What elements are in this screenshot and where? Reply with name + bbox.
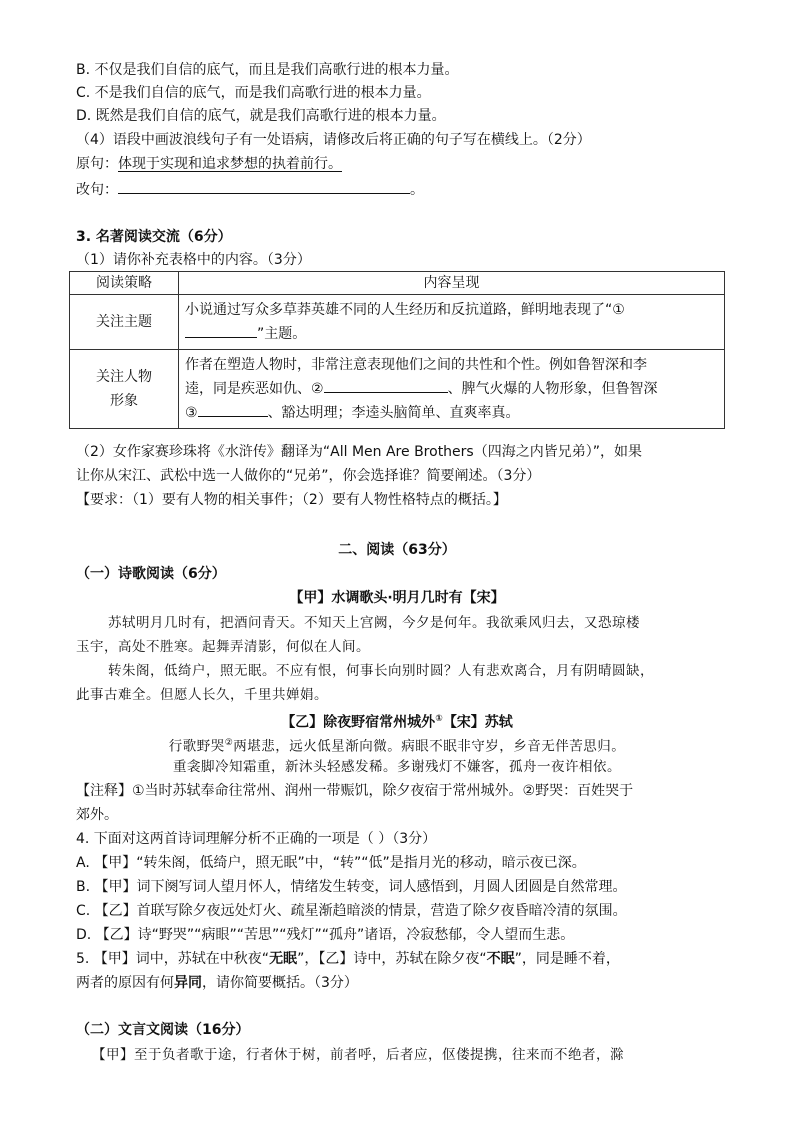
original-label: 原句： bbox=[76, 156, 118, 172]
part-2-title: 二、阅读（63分） bbox=[338, 542, 456, 558]
revised-sentence-row bbox=[76, 178, 424, 200]
section-3-q1: （1）请你补充表格中的内容。（3分） bbox=[76, 252, 311, 268]
blank-2[interactable] bbox=[324, 377, 448, 393]
q5-keyword: 无眠 bbox=[269, 951, 298, 967]
question-4-option-a: A. 【甲】“转朱阁，低绮户，照无眠”中，“转”“低”是指月光的移动，暗示夜已深。 bbox=[76, 855, 586, 871]
option-c: C. 不是我们自信的底气，而是我们高歌行进的根本力量。 bbox=[76, 85, 431, 101]
q5-keyword: 异同 bbox=[174, 975, 202, 991]
section-3-q2-line1: （2）女作家赛珍珠将《水浒传》翻译为“All Men Are Brothers（四海之内皆兄弟）”，如果 bbox=[76, 444, 642, 460]
character-text-3: 、脾气火爆的人物形象，但鲁智深 bbox=[447, 381, 658, 397]
character-text-5: 、豁达明理；李逵头脑简单、直爽率真。 bbox=[267, 405, 520, 421]
q4-prompt: （4）语段中画波浪线句子有一处语病，请修改后将正确的句子写在横线上。（2分） bbox=[76, 132, 591, 148]
question-4-option-d: D. 【乙】诗“野哭”“病眼”“苦思”“残灯”“孤舟”诸语，冷寂愁郁，令人望而生悲。 bbox=[76, 927, 575, 943]
table-header-row bbox=[70, 272, 725, 295]
revised-label: 改句： bbox=[76, 182, 118, 198]
poem-2-line-text: 两堪悲，远火低星渐向微。病眼不眠非守岁，乡音无伴苦思归。 bbox=[233, 738, 626, 755]
question-5-line2 bbox=[76, 973, 358, 993]
poem-2-line: 重衾脚冷知霜重，新沐头轻感发稀。多谢残灯不嫌客，孤舟一夜许相依。 bbox=[173, 759, 621, 775]
q5-text: ”，【乙】诗中，苏轼在除夕夜“ bbox=[297, 951, 487, 967]
row-theme-label: 关注主题 bbox=[70, 295, 179, 350]
poem-note: 【注释】①当时苏轼奉命往常州、润州一带赈饥，除夕夜宿于常州城外。②野哭：百姓哭于 bbox=[76, 783, 634, 799]
option-d: D. 既然是我们自信的底气，就是我们高歌行进的根本力量。 bbox=[76, 108, 446, 124]
original-sentence: 体现于实现和追求梦想的执着前行。 bbox=[118, 156, 342, 172]
table-header-strategy: 阅读策略 bbox=[70, 272, 179, 295]
question-5-line1 bbox=[76, 949, 620, 969]
poem-2-line bbox=[0, 733, 794, 757]
poem-2-title bbox=[0, 709, 794, 733]
q5-text: 5. 【甲】词中，苏轼在中秋夜“ bbox=[76, 951, 270, 967]
q5-text: ，请你简要概括。（3分） bbox=[202, 975, 358, 991]
note-marker: ② bbox=[224, 738, 234, 748]
note-marker: ① bbox=[435, 714, 443, 724]
row-character-label bbox=[70, 350, 179, 429]
poem-1-line: 此事古难全。但愿人长久，千里共婵娟。 bbox=[76, 687, 328, 703]
poem-1-line: 转朱阁，低绮户，照无眠。不应有恨，何事长向别时圆？人有悲欢离合，月有阴晴圆缺， bbox=[108, 663, 654, 679]
poem-2-title-text: 【乙】除夜野宿常州城外 bbox=[281, 714, 436, 731]
poem-1-line: 苏轼明月几时有，把酒问青天。不知天上宫阙，今夕是何年。我欲乘风归去，又恐琼楼 bbox=[108, 615, 640, 631]
reading-strategy-table bbox=[69, 271, 725, 429]
option-b: B. 不仅是我们自信的底气，而且是我们高歌行进的根本力量。 bbox=[76, 62, 459, 78]
poem-2-line-text: 行歌野哭 bbox=[168, 738, 225, 755]
blank-3[interactable] bbox=[198, 401, 268, 417]
question-4-stem: 4. 下面对这两首诗词理解分析不正确的一项是（ ）（3分） bbox=[76, 831, 437, 847]
poem-1-title: 【甲】水调歌头·明月几时有【宋】 bbox=[289, 590, 505, 606]
table-row bbox=[70, 350, 725, 429]
blank-1[interactable] bbox=[185, 322, 257, 338]
poem-note-cont: 郊外。 bbox=[76, 807, 118, 823]
classical-text-line: 【甲】至于负者歌于途，行者休于树，前者呼，后者应，伛偻提携，往来而不绝者，滁 bbox=[92, 1047, 624, 1063]
character-text-1: 作者在塑造人物时，非常注意表现他们之间的共性和个性。例如鲁智深和李 bbox=[185, 357, 647, 373]
question-4-option-c: C. 【乙】首联写除夕夜远处灯火、疏星渐趋暗淡的情景，营造了除夕夜昏暗冷清的氛围。 bbox=[76, 903, 627, 919]
revised-end: 。 bbox=[410, 182, 424, 198]
original-sentence-row bbox=[76, 154, 342, 174]
table-header-content: 内容呈现 bbox=[179, 272, 725, 295]
poetry-section-title: （一）诗歌阅读（6分） bbox=[76, 566, 226, 582]
poem-2-author: 【宋】苏轼 bbox=[442, 714, 513, 731]
table-row bbox=[70, 295, 725, 350]
section-3-q2-line2: 让你从宋江、武松中选一人做你的“兄弟”，你会选择谁？简要阐述。（3分） bbox=[76, 468, 541, 484]
section-3-q2-requirement: 【要求：（1）要有人物的相关事件；（2）要有人物性格特点的概括。】 bbox=[76, 492, 507, 508]
q5-text: ”，同是睡不着， bbox=[514, 951, 620, 967]
section-3-title: 3. 名著阅读交流（6分） bbox=[76, 229, 232, 245]
row-character-content bbox=[179, 350, 725, 429]
classical-chinese-section-title: （二）文言文阅读（16分） bbox=[76, 1022, 250, 1038]
revised-answer-blank[interactable] bbox=[118, 178, 410, 194]
row-theme-content bbox=[179, 295, 725, 350]
theme-text: 小说通过写众多草莽英雄不同的人生经历和反抗道路，鲜明地表现了“① bbox=[185, 302, 625, 318]
theme-text-end: ”主题。 bbox=[257, 326, 307, 342]
poem-1-line: 玉宇，高处不胜寒。起舞弄清影，何似在人间。 bbox=[76, 639, 370, 655]
character-label-2: 形象 bbox=[110, 393, 138, 409]
q5-keyword: 不眠 bbox=[486, 951, 515, 967]
character-text-4: ③ bbox=[185, 405, 198, 421]
q5-text: 两者的原因有何 bbox=[76, 975, 174, 991]
character-text-2: 逵，同是疾恶如仇、② bbox=[185, 381, 324, 397]
question-4-option-b: B. 【甲】词下阕写词人望月怀人，情绪发生转变，词人感悟到，月圆人团圆是自然常理。 bbox=[76, 879, 627, 895]
character-label-1: 关注人物 bbox=[96, 369, 152, 385]
